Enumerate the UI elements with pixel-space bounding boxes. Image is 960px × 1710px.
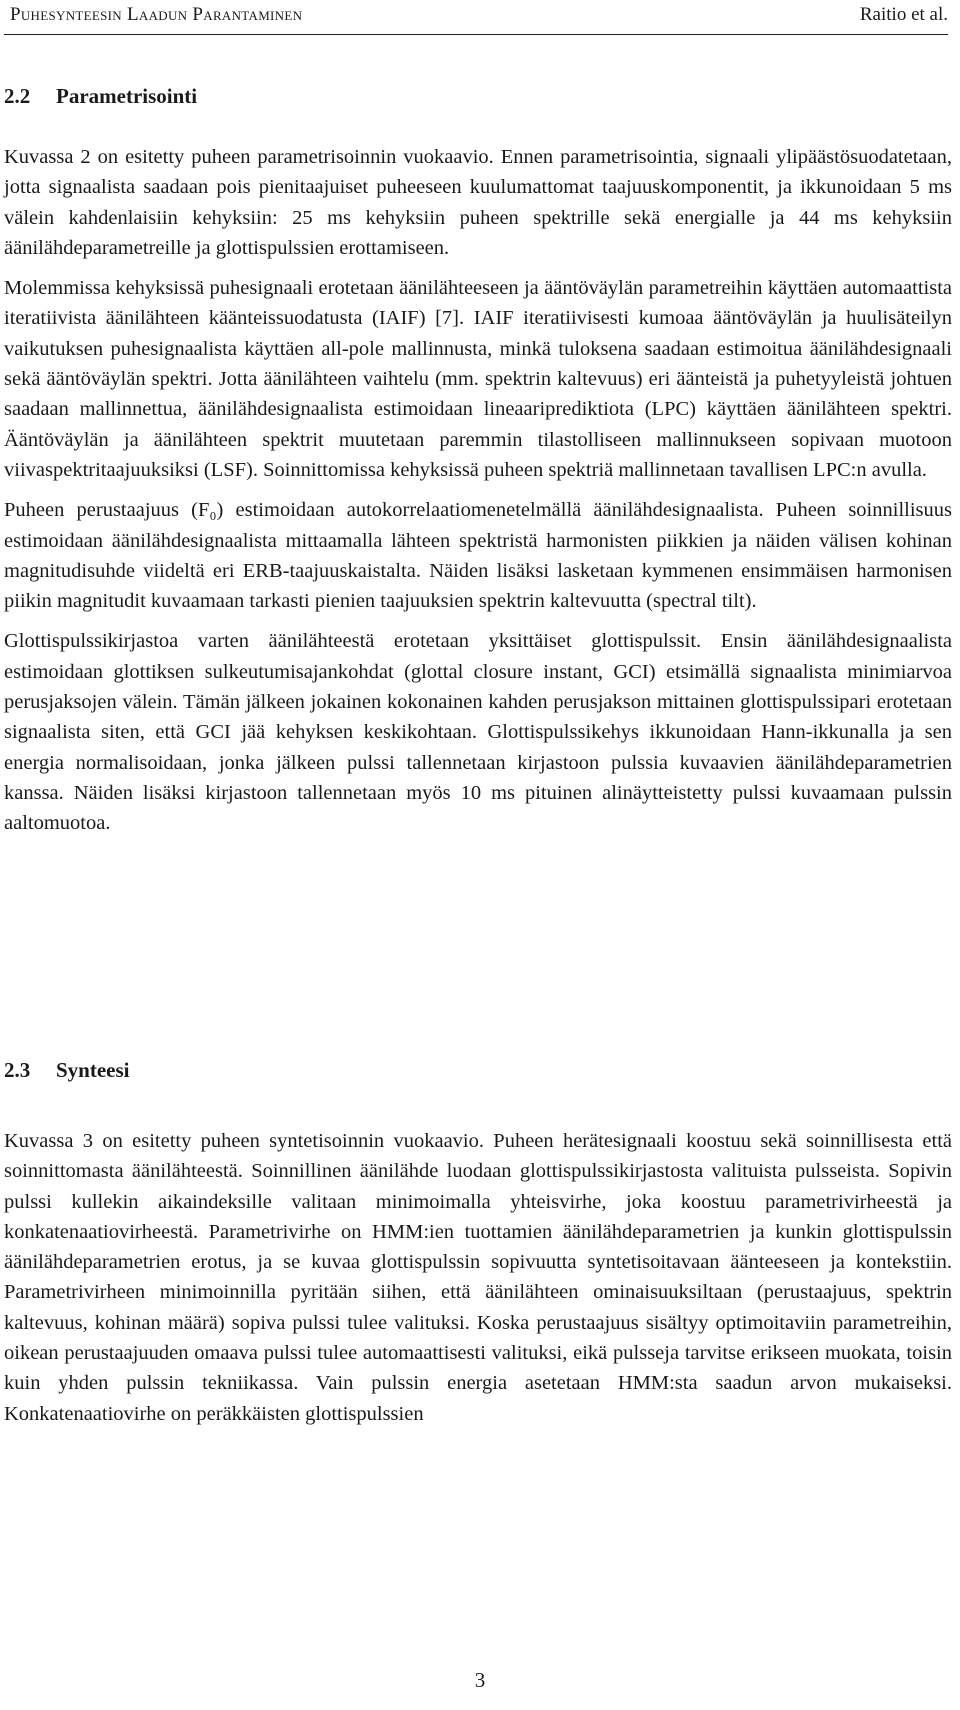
section-title: Parametrisointi [56, 84, 198, 108]
paragraph: Puheen perustaajuus (F₀) estimoidaan autokorrelaatiomenetelmällä äänilähdesignaalista. Puheen soinnillisuus estimoidaan äänilähdesignaalista mittaamalla lähteen spektristä harmonisten piikkien ja näiden välisen kohinan magnitudisuhde viideltä eri ERB-taajuuskaistalta. Näiden lisäksi lasketaan kymmenen ensimmäisen harmonisen piikin magnitudit kuvaamaan tarkasti pienien taajuuksien spektrin kaltevuutta (spectral tilt). [4, 499, 952, 613]
paragraph: Kuvassa 2 on esitetty puheen parametrisoinnin vuokaavio. Ennen parametrisointia, signaali ylipäästösuodatetaan, jotta signaalista saadaan pois pienitaajuiset puheeseen kuulumattomat taajuuskomponentit, ja ikkunoidaan 5 ms välein kahdenlaisiin kehyksiin: 25 ms kehyksiin puheen spektrille sekä energialle ja 44 ms kehyksiin äänilähdeparametreille ja glottispulssien erottamiseen. [4, 146, 952, 259]
page-number: 3 [474, 1668, 486, 1692]
section-number: 2.2 [4, 84, 31, 108]
paragraph: Molemmissa kehyksissä puhesignaali erotetaan äänilähteeseen ja ääntöväylän parametreihin käyttäen automaattista iteratiivista äänilähteen käänteissuodatusta (IAIF) [7]. IAIF iteratiivisesti kumoaa ääntöväylän ja huulisäteilyn vaikutuksen puhesignaalista käyttäen all-pole mallinnusta, minkä tuloksena saadaan estimoitua äänilähdesignaali sekä ääntöväylän spektri. Jotta äänilähteen vaihtelu (mm. spektrin kaltevuus) eri äänteistä ja puhetyyleistä johtuen saadaan mallinnettua, äänilähdesignaalista estimoidaan lineaariprediktiota (LPC) käyttäen äänilähteen spektri. Ääntöväylän ja äänilähteen spektrit muutetaan paremmin tilastolliseen mallinnukseen sopivaan muotoon viivaspektritaajuuksiksi (LSF). Soinnittomissa kehyksissä puheen spektriä mallinnetaan tavallisen LPC:n avulla. [4, 277, 952, 481]
section-body-synteesi [4, 1126, 952, 1429]
paragraph: Kuvassa 3 on esitetty puheen syntetisoinnin vuokaavio. Puheen herätesignaali koostuu sekä soinnillisesta että soinnittomasta äänilähteestä. Soinnillinen äänilähde luodaan glottispulssikirjastosta valituista pulsseista. Sopivin pulssi kullekin aikaindeksille valitaan minimoimalla yhteisvirhe, joka koostuu parametrivirheestä ja konkatenaatiovirheestä. Parametrivirhe on HMM:ien tuottamien äänilähdeparametrien ja kunkin glottispulssin äänilähdeparametrien erotus, ja se kuvaa glottispulssin sopivuutta syntetisoitavaan äänteeseen ja kontekstiin. Parametrivirheen minimoinnilla pyritään siihen, että äänilähteen ominaisuuksiltaan (perustaajuus, spektrin kaltevuus, kohinan määrä) sopiva pulssi tulee valituksi. Koska perustaajuus sisältyy optimoitaviin parametreihin, oikean perustaajuuden omaava pulssi tulee automaattisesti valituksi, eikä pulsseja tarvitse erikseen muokata, toisin kuin yhden pulssin tekniikassa. Vain pulssin energia asetetaan HMM:sta saadun arvon mukaiseksi. Konkatenaatiovirhe on peräkkäisten glottispulssien [4, 1130, 952, 1425]
section-body-parametrisointi [4, 142, 952, 839]
section-number: 2.3 [4, 1058, 31, 1082]
running-authors: Raitio et al. [859, 4, 948, 25]
section-heading-parametrisointi [4, 84, 197, 109]
section-title: Synteesi [56, 1058, 130, 1082]
running-header [4, 4, 948, 35]
section-heading-synteesi [4, 1058, 130, 1083]
running-title: Puhesynteesin Laadun Parantaminen [10, 4, 303, 25]
paragraph: Glottispulssikirjastoa varten äänilähteestä erotetaan yksittäiset glottispulssit. Ensin äänilähdesignaalista estimoidaan glottiksen sulkeutumisajankohdat (glottal closure instant, GCI) etsimällä signaalista minimiarvoa perusjaksojen välein. Tämän jälkeen jokainen kokonainen kahden perusjakson mittainen glottispulssipari erotetaan signaalista siten, että GCI jää kehyksen keskikohtaan. Glottispulssikehys ikkunoidaan Hann-ikkunalla ja sen energia normalisoidaan, jonka jälkeen pulssi tallennetaan kirjastoon pulssia kuvaavien äänilähdeparametrien kanssa. Näiden lisäksi kirjastoon tallennetaan myös 10 ms pituinen alinäytteistetty pulssi kuvaamaan pulssin aaltomuotoa. [4, 630, 952, 835]
